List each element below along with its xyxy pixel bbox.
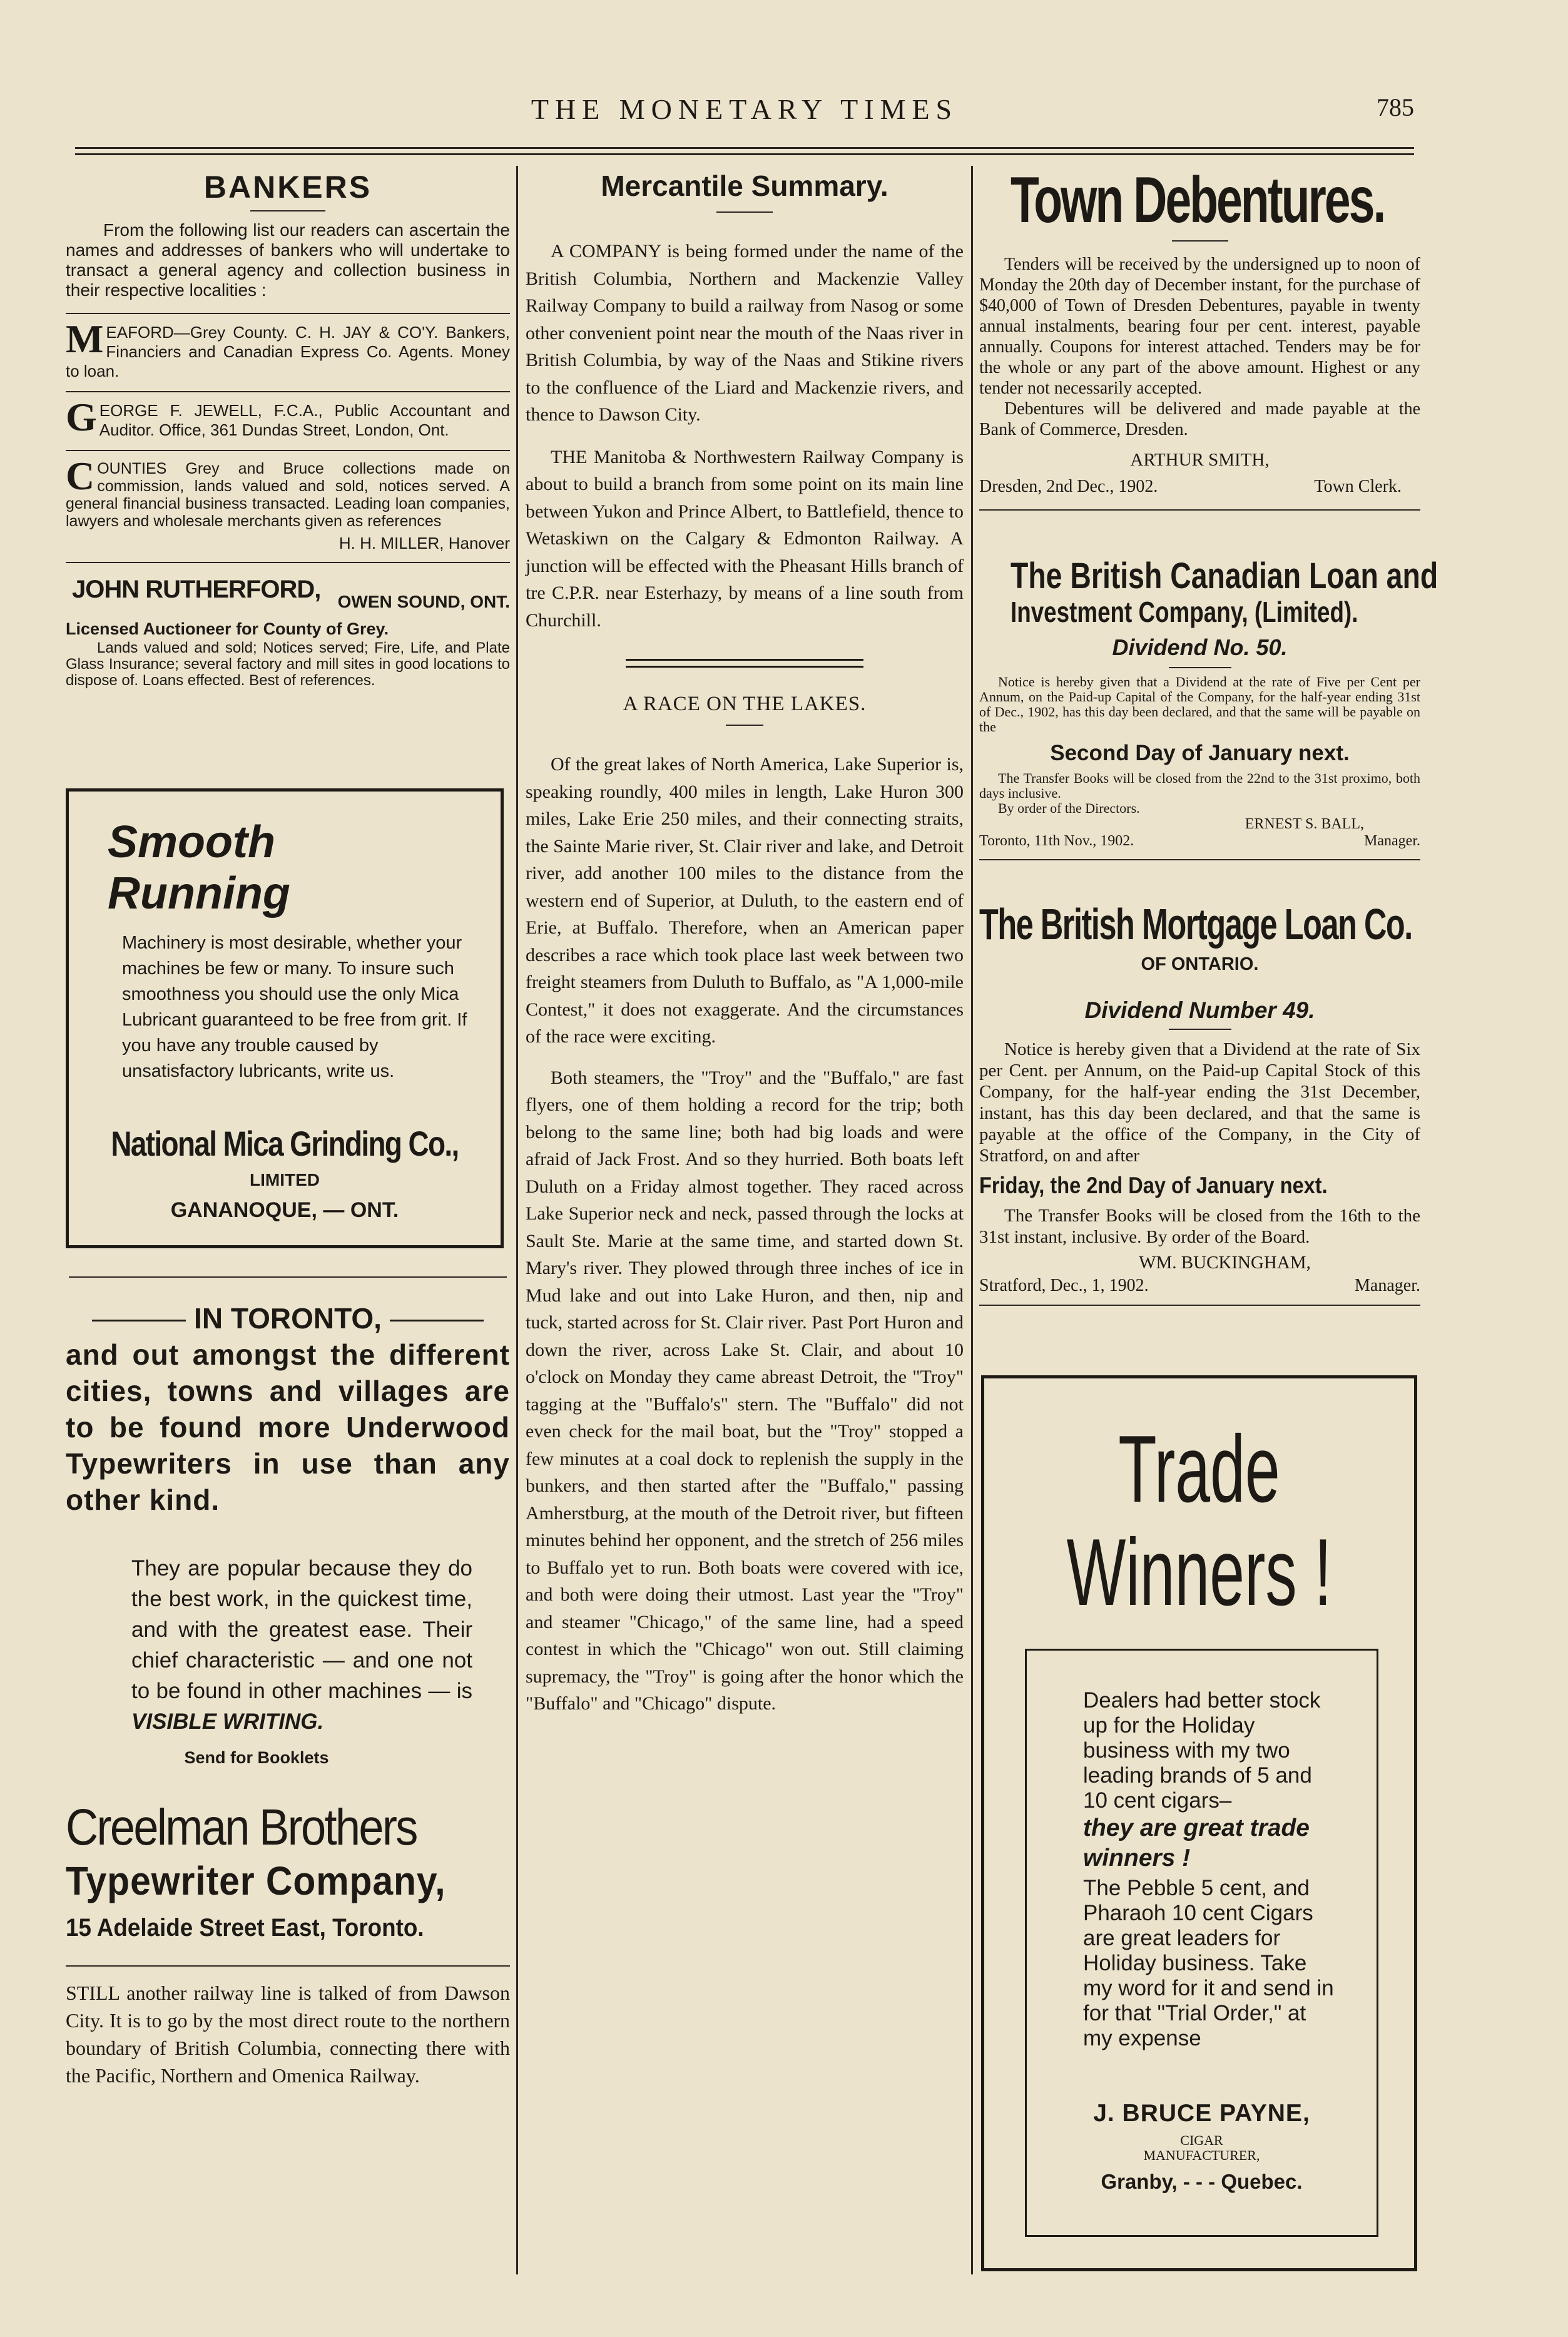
divider xyxy=(66,313,510,314)
divider xyxy=(716,211,773,213)
listing-jewell xyxy=(66,395,510,440)
bankers-title: BANKERS xyxy=(203,170,372,205)
trade-heading: Trade xyxy=(1118,1416,1280,1522)
trade-role-2: MANUFACTURER, xyxy=(1143,2147,1260,2163)
underwood-company: Creelman Brothers xyxy=(66,1799,417,1856)
divider xyxy=(66,562,510,563)
trade-name: J. BRUCE PAYNE, xyxy=(1093,2100,1310,2127)
divider xyxy=(1169,1029,1231,1030)
divider xyxy=(66,450,510,451)
listing-rutherford xyxy=(66,571,510,689)
listing-name: OUNTIES Grey and Bruce collections made on xyxy=(97,460,510,477)
bankers-section xyxy=(66,169,510,689)
underwood-ad xyxy=(66,1301,510,2089)
bcloan-ad xyxy=(979,556,1438,860)
race-para-2: Both steamers, the "Troy" and the "Buffalo," are fast flyers, one of them holding a record for the trip; both belong to the same line; both had big loads and were afraid of Jack Frost. And so they hurried. Both boats left Duluth on a Friday almost together. They raced across Lake Superior neck and neck, passed through the locks at Sault Ste. Marie at the same time, and started down St. Mary's river. They plowed through three inches of ice in Mud lake and out into Lake Huron, and then, nip and tuck, started across for St. Clair river. Past Port Huron and down the river, across Lake St. Clair, and about 10 o'clock on Monday they came abreast Detroit, the "Troy" tagging at the "Buffalo's" stern. The "Buffalo" did not even check for the mail boat, but the "Troy" stopped a few minutes at a coal dock to replenish the supply in the bunkers, and then started after the "Buffalo," passing Amherstburg, at the mouth of the Detroit river, but fifteen minutes behind her opponent, and the stretch of 256 miles to Buffalo yet to run. Both boats were covered with ice, and both were doing their utmost. Last year the "Troy" and steamer "Chicago," of the same line, had a speed contest in which the "Chicago" won out. Still claiming supremacy, the "Troy" is going after the honor which the "Buffalo" and "Chicago" dispute. xyxy=(526,1067,964,1714)
header-rule-2 xyxy=(75,153,1414,155)
mica-place: GANANOQUE, — ONT. xyxy=(170,1198,399,1222)
divider xyxy=(726,725,763,726)
bmloan-place: Stratford, Dec., 1, 1902. xyxy=(979,1276,1149,1295)
mica-limited: LIMITED xyxy=(250,1170,320,1189)
bcloan-place: Toronto, 11th Nov., 1902. xyxy=(979,833,1134,849)
listing-jay xyxy=(66,317,510,381)
listing-desc: commission, lands valued and sold, notices served. A general financial business transacted. Leading loan companies, lawyers and wholesale merchants given as references xyxy=(66,477,510,530)
trade-text: Dealers had better stock up for the Holiday business with my two leading brands of 5 and 10 cent cigars– xyxy=(1083,1688,1321,1813)
mercantile-para-2: THE Manitoba & Northwestern Railway Company is about to build a branch from some point on its main line between Yukon and Prince Albert, to Battlefield, thence to Wetaskiwn on the Calgary & Edmonton Railway. A junction will be effected with the Pheasant Hills branch of tre C.P.R. near Esterhazy, by means of a line south from Churchill. xyxy=(526,446,964,631)
mercantile-para-1: A COMPANY is being formed under the name of the British Columbia, Northern and Mackenzie Valley Railway Company to build a railway from Nasog or some other convenient point near the mouth of the Naas river in British Columbia, by way of the Naas and Stikine rivers to the confluence of the Liard and Mackenzie rivers, and thence to Dawson City. xyxy=(526,241,964,425)
header-rule xyxy=(75,147,1414,149)
page-header xyxy=(75,88,1414,131)
bmloan-role: Manager. xyxy=(1355,1276,1420,1295)
journal-title: THE MONETARY TIMES xyxy=(531,93,959,125)
race-para-1: Of the great lakes of North America, Lake Superior is, speaking roundly, 400 miles in length, Lake Huron 300 miles, Lake Erie 250 miles, and their connecting straits, the Sainte Marie river, St. Clair river and lake, and Detroit river, add another 100 miles to the distance from the western end of Superior, at Duluth, to the eastern end of Erie, at Buffalo. Therefore, when an American paper describes a race which took place last week between two freight steamers from Duluth to Buffalo, as "A 1,000-mile Contest," it does not exaggerate. And the circumstances of the race were exciting. xyxy=(526,754,964,1047)
listing-desc: Bankers, Financiers and Canadian Express Co. Agents. Money to loan. xyxy=(66,323,510,380)
divider xyxy=(66,1965,510,1967)
double-rule xyxy=(626,666,863,668)
dresden-signature: ARTHUR SMITH, xyxy=(1130,450,1270,470)
listing-signature: H. H. MILLER, Hanover xyxy=(339,534,510,552)
bmloan-signature: WM. BUCKINGHAM, xyxy=(1139,1253,1311,1273)
bcloan-order: By order of the Directors. xyxy=(998,800,1140,816)
column-rule-1 xyxy=(516,166,518,2274)
bcloan-text: Notice is hereby given that a Dividend at the rate of Five per Cent per Annum, on the Paid-up Capital of the Company, for the half-year ending 31st of Dec., 1902, has this day been declared, and that the same will be payable on the xyxy=(979,674,1420,735)
listing-name: EORGE F. JEWELL, F.C.A., Public Accountant xyxy=(99,401,471,420)
bmloan-sub: OF ONTARIO. xyxy=(1141,954,1259,974)
underwood-para: They are popular because they do the best work, in the quickest time, and with the greatest ease. Their chief characteristic — and one not to be found in other machines — is xyxy=(131,1556,472,1703)
bcloan-role: Manager. xyxy=(1364,833,1420,849)
underwood-company-2: Typewriter Company, xyxy=(66,1858,446,1903)
underwood-heading: IN TORONTO, xyxy=(194,1302,382,1335)
underwood-text: and out amongst the different cities, towns and villages are to be found more Underwood Typewriters in use than any other kind. xyxy=(66,1338,510,1516)
dresden-place: Dresden, 2nd Dec., 1902. xyxy=(979,477,1158,496)
race-title: A RACE ON THE LAKES. xyxy=(623,693,867,715)
dresden-text: Tenders will be received by the undersigned up to noon of Monday the 20th day of December instant, for the purchase of $40,000 of Town of Dresden Debentures, payable in twenty annual instalments, bearing four per cent. interest, payable annually. Coupons for interest attached. Tenders may be for the whole or any part of the above amount. Highest or any tender not necessarily accepted. xyxy=(979,255,1420,398)
bcloan-date: Second Day of January next. xyxy=(1050,741,1350,765)
divider xyxy=(1172,240,1228,242)
bcloan-title-2: Investment Company, (Limited). xyxy=(1011,596,1358,628)
dropcap: C xyxy=(66,454,95,498)
listing-name: EAFORD—Grey County. C. H. JAY & CO'Y. xyxy=(106,323,439,342)
trade-text-2: The Pebble 5 cent, and Pharaoh 10 cent Cigars are great leaders for Holiday business. Take my word for it and send in for that "Trial Order," at my expense xyxy=(1083,1876,1334,2050)
bcloan-text-2: The Transfer Books will be closed from the 22nd to the 31st proximo, both days inclusive. xyxy=(979,770,1420,801)
double-rule xyxy=(626,659,863,661)
column-rule-2 xyxy=(971,166,973,2274)
trade-role: CIGAR xyxy=(1180,2132,1223,2148)
bmloan-text-2: The Transfer Books will be closed from the 16th to the 31st instant, inclusive. By order of the Board. xyxy=(979,1206,1420,1247)
listing-miller xyxy=(66,454,510,530)
mica-ad xyxy=(66,788,504,1248)
bmloan-date: Friday, the 2nd Day of January next. xyxy=(979,1173,1328,1198)
dropcap: M xyxy=(66,317,104,361)
bcloan-signature: ERNEST S. BALL, xyxy=(1245,816,1364,832)
dresden-ad xyxy=(979,163,1420,511)
bmloan-text: Notice is hereby given that a Dividend at the rate of Six per Cent. per Annum, on the Paid-up Capital Stock of this Company, for the half-year ending the 31st December, instant, has this day been declared, and that the same is payable at the office of the Company, in the City of Stratford, on and after xyxy=(979,1039,1420,1166)
listing-name: JOHN RUTHERFORD, xyxy=(72,576,321,603)
booklets-note: Send for Booklets xyxy=(184,1748,329,1767)
divider xyxy=(979,1305,1420,1306)
divider xyxy=(250,210,325,211)
trade-emph: they are great trade winners ! xyxy=(1083,1815,1310,1871)
mica-text: Machinery is most desirable, whether your machines be few or many. To insure such smoothness you should use the only Mica Lubricant guaranteed to be free from grit. If you have any trouble caused by unsatisfactory lubricants, write us. xyxy=(122,933,467,1081)
divider xyxy=(1169,667,1231,668)
bmloan-dividend: Dividend Number 49. xyxy=(1084,997,1315,1023)
divider xyxy=(69,1276,507,1278)
divider xyxy=(979,859,1420,860)
mica-company: National Mica Grinding Co., xyxy=(111,1124,459,1163)
dresden-role: Town Clerk. xyxy=(1314,477,1402,496)
bcloan-dividend: Dividend No. 50. xyxy=(1112,634,1288,660)
railway-text: STILL another railway line is talked of from Dawson City. It is to go by the most direct route to the northern boundary of British Columbia, connecting there with the Pacific, Northern and Omenica Railway. xyxy=(66,1982,510,2087)
bmloan-ad xyxy=(979,898,1420,1306)
bcloan-title: The British Canadian Loan and xyxy=(1011,556,1438,596)
trade-inner-box xyxy=(1025,1649,1378,2237)
listing-desc: Lands valued and sold; Notices served; Fire, Life, and Plate Glass Insurance; several factory and mill sites in good locations to dispose of. Loans effected. Best of references. xyxy=(66,639,510,689)
listing-place: OWEN SOUND, ONT. xyxy=(337,592,510,611)
dresden-title: Town Debentures. xyxy=(1011,164,1385,237)
underwood-address: 15 Adelaide Street East, Toronto. xyxy=(66,1914,424,1942)
mercantile-title: Mercantile Summary. xyxy=(601,170,888,202)
trade-place: Granby, - - - Quebec. xyxy=(1101,2170,1303,2193)
dresden-text-2: Debentures will be delivered and made payable at the Bank of Commerce, Dresden. xyxy=(979,399,1420,439)
mica-heading: Running xyxy=(108,868,290,919)
trade-heading-2: Winners ! xyxy=(1066,1519,1332,1626)
divider xyxy=(66,391,510,392)
page-number: 785 xyxy=(1377,93,1414,121)
listing-title: Licensed Auctioneer for County of Grey. xyxy=(66,619,389,638)
mica-heading: Smooth xyxy=(108,817,275,867)
bmloan-title: The British Mortgage Loan Co. xyxy=(979,900,1412,949)
listing-desc: and Auditor. Office, 361 Dundas Street, London, Ont. xyxy=(99,401,510,439)
trade-winners-ad xyxy=(981,1375,1417,2271)
bankers-intro: From the following list our readers can ascertain the names and addresses of bankers who will undertake to transact a general agency and collection business in their respective localities : xyxy=(66,220,510,300)
dropcap: G xyxy=(66,395,97,439)
visible-writing: VISIBLE WRITING. xyxy=(131,1709,324,1734)
divider xyxy=(979,509,1420,511)
mercantile-section xyxy=(526,169,964,1718)
